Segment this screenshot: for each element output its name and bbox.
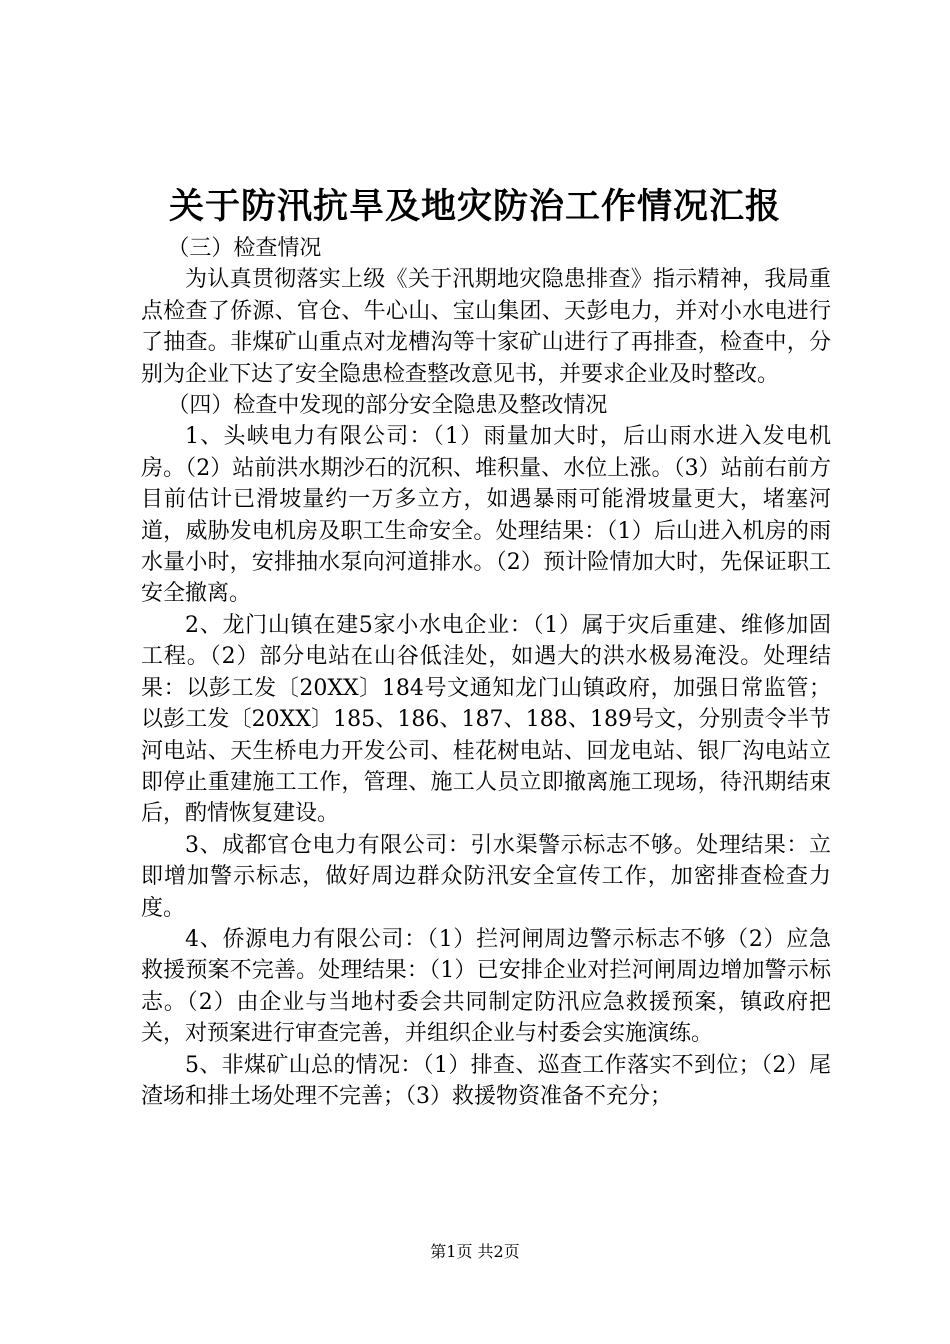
document-title: 关于防汛抗旱及地灾防治工作情况汇报: [168, 186, 781, 227]
body-paragraph: 1、头峡电力有限公司：（1）雨量加大时，后山雨水进入发电机房。（2）站前洪水期沙石的沉积、堆积量、水位上涨。（3）站前右前方目前估计已滑坡量约一万多立方，如遇暴雨可能滑坡量更大，堵塞河道，威胁发电机房及职工生命安全。处理结果：（1）后山进入机房的雨水量小时，安排抽水泵向河道排水。（2）预计险情加大时，先保证职工安全撤离。: [141, 424, 831, 607]
body-paragraph: 2、龙门山镇在建5家小水电企业：（1）属于灾后重建、维修加固工程。（2）部分电站在山谷低洼处，如遇大的洪水极易淹没。处理结果：以彭工发〔20XX〕184号文通知龙门山镇政府，加强日常监管；以彭工发〔20XX〕185、186、187、188、189号文，分别责令半节河电站、天生桥电力开发公司、桂花树电站、回龙电站、银厂沟电站立即停止重建施工工作，管理、施工人员立即撤离施工现场，待汛期结束后，酌情恢复建设。: [141, 612, 831, 827]
section-heading: （四）检查中发现的部分安全隐患及整改情况: [167, 393, 608, 419]
page-footer: 第1页 共2页: [430, 1242, 520, 1261]
body-paragraph: 为认真贯彻落实上级《关于汛期地灾隐患排查》指示精神，我局重点检查了侨源、官仓、牛心山、宝山集团、天彭电力，并对小水电进行了抽查。非煤矿山重点对龙槽沟等十家矿山进行了再排查，检查中，分别为企业下达了安全隐患检查整改意见书，并要求企业及时整改。: [141, 267, 831, 387]
document-body: [141, 233, 831, 1112]
body-paragraph: 4、侨源电力有限公司：（1）拦河闸周边警示标志不够（2）应急救援预案不完善。处理结果：（1）已安排企业对拦河闸周边增加警示标志。（2）由企业与当地村委会共同制定防汛应急救援预案，镇政府把关，对预案进行审查完善，并组织企业与村委会实施演练。: [141, 926, 831, 1047]
body-paragraph: 5、非煤矿山总的情况：（1）排查、巡查工作落实不到位；（2）尾渣场和排土场处理不完善；（3）救援物资准备不充分；: [141, 1052, 831, 1109]
section-heading: （三）检查情况: [167, 236, 322, 261]
body-paragraph: 3、成都官仓电力有限公司：引水渠警示标志不够。处理结果：立即增加警示标志，做好周边群众防汛安全宣传工作，加密排查检查力度。: [141, 832, 831, 921]
